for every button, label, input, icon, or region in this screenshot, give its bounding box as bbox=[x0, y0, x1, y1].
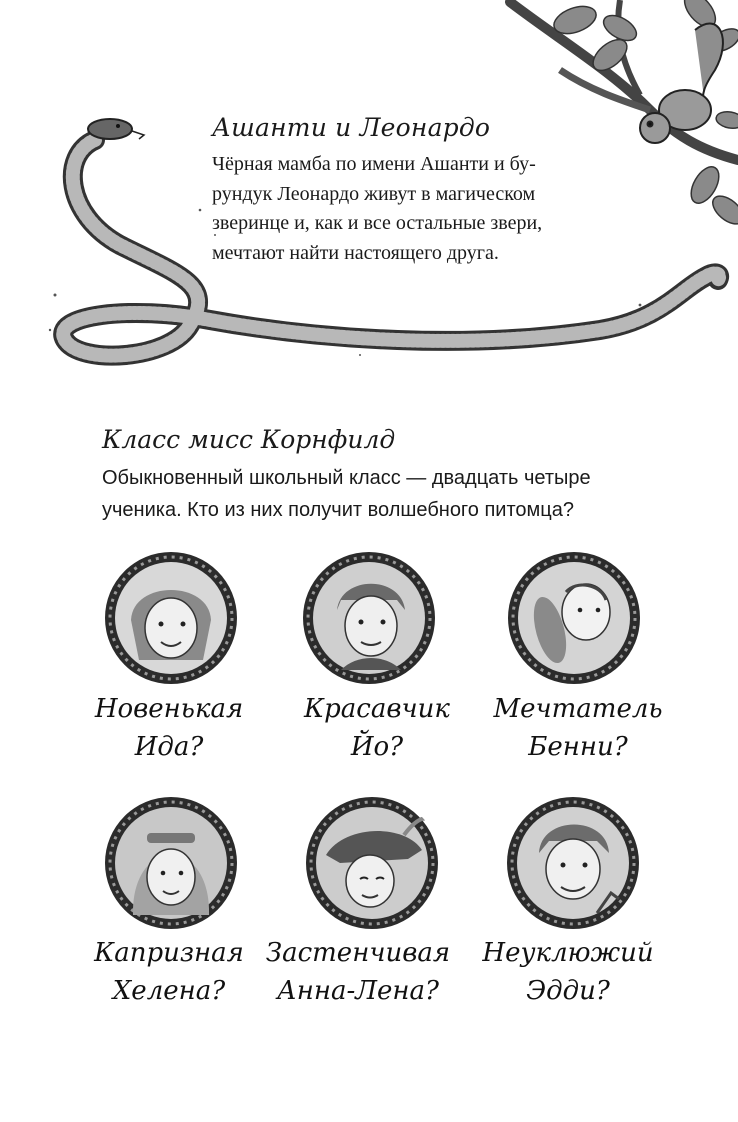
portrait-ida bbox=[103, 550, 239, 686]
caption-line: Анна-Лена? bbox=[277, 976, 439, 1006]
caption-line: Бенни? bbox=[528, 732, 628, 762]
portrait-anna-lena bbox=[304, 795, 440, 931]
caption-line: Ида? bbox=[134, 732, 204, 762]
portrait-helena bbox=[103, 795, 239, 931]
portrait-eddi bbox=[505, 795, 641, 931]
class-title: Класс мисс Корнфилд bbox=[102, 425, 396, 454]
intro-paragraph bbox=[212, 150, 612, 268]
intro-line: мечтают найти настоящего друга. bbox=[212, 241, 499, 264]
caption-anna-lena bbox=[248, 934, 468, 1010]
class-line: Обыкновенный школьный класс — двадцать четыре bbox=[102, 467, 591, 489]
caption-line: Красавчик bbox=[304, 694, 450, 724]
intro-line: зверинце и, как и все остальные звери, bbox=[212, 212, 543, 234]
intro-line: рундук Леонардо живут в магическом bbox=[212, 182, 536, 205]
caption-yo bbox=[267, 690, 487, 766]
caption-line: Застенчивая bbox=[265, 938, 451, 968]
caption-line: Хелена? bbox=[112, 976, 226, 1006]
caption-line: Мечтатель bbox=[493, 694, 663, 724]
portrait-yo bbox=[301, 550, 437, 686]
class-paragraph bbox=[102, 462, 662, 526]
caption-line: Йо? bbox=[350, 732, 404, 762]
class-line: ученика. Кто из них получит волшебного питомца? bbox=[102, 499, 574, 521]
caption-ida bbox=[59, 690, 279, 766]
caption-line: Новенькая bbox=[94, 694, 244, 724]
caption-line: Капризная bbox=[94, 938, 244, 968]
caption-benni bbox=[468, 690, 688, 766]
caption-eddi bbox=[458, 934, 678, 1010]
caption-line: Эдди? bbox=[526, 976, 610, 1006]
intro-line: Чёрная мамба по имени Ашанти и бу- bbox=[212, 153, 536, 175]
caption-line: Неуклюжий bbox=[482, 938, 654, 968]
intro-title: Ашанти и Леонардо bbox=[212, 113, 491, 142]
portrait-benni bbox=[506, 550, 642, 686]
caption-helena bbox=[59, 934, 279, 1010]
